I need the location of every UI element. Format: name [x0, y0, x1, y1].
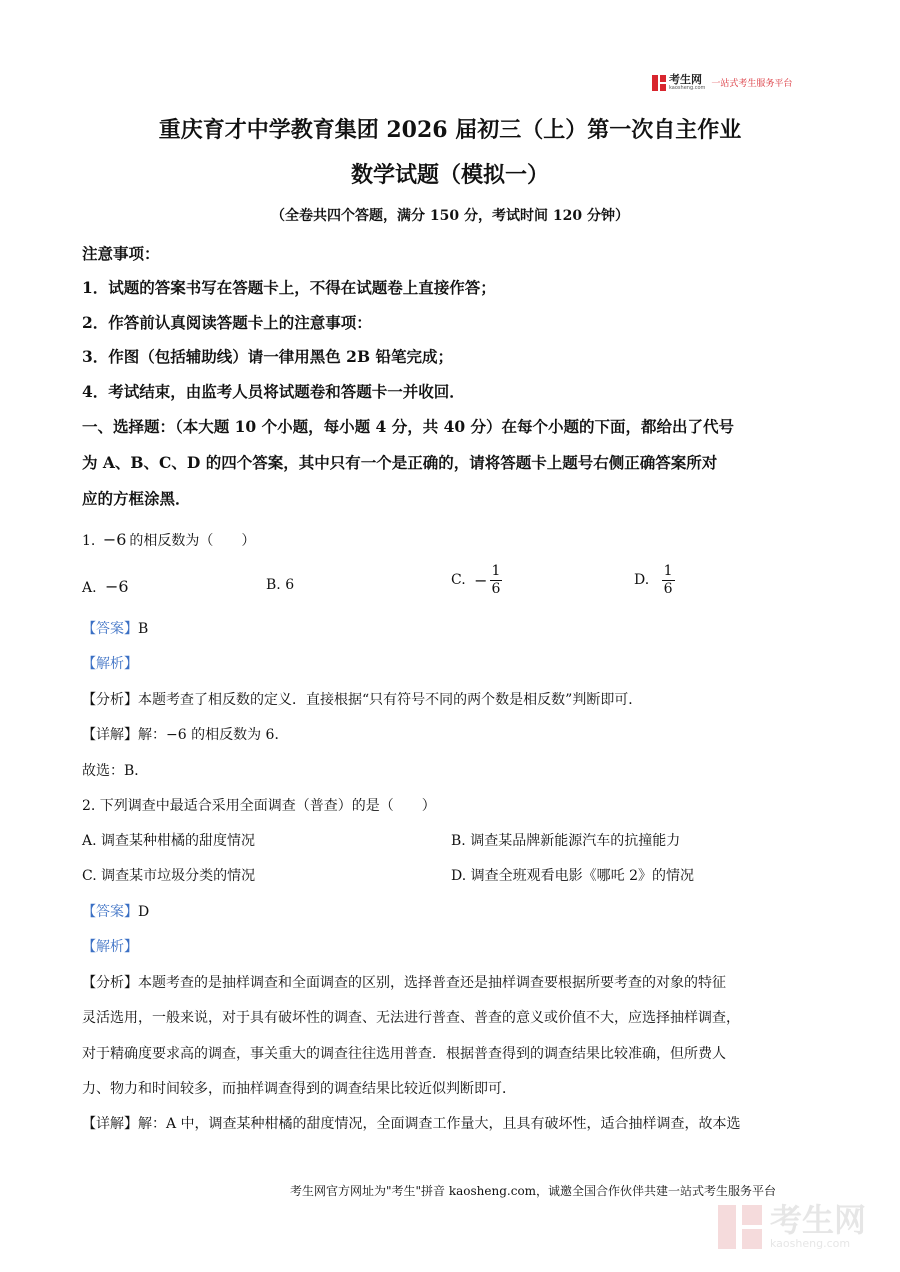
option-d: D. 调查全班观看电影《哪吒 2》的情况 [451, 868, 694, 884]
answer-value: D [138, 904, 150, 920]
watermark [718, 1201, 867, 1250]
fenxi-line: 对于精确度要求高的调查，事关重大的调查往往选用普查．根据普查得到的调查结果比较准确，但所费人 [82, 1046, 726, 1062]
question-number: 1. [82, 533, 96, 549]
answer-tag: 【答案】 [82, 904, 138, 920]
question-text: 的相反数为（ ） [129, 533, 256, 549]
notice-item: 1．试题的答案书写在答题卡上，不得在试题卷上直接作答； [82, 278, 496, 297]
section-instructions: 应的方框涂黑． [82, 489, 191, 508]
logo-slogan: 一站式考生服务平台 [711, 79, 793, 89]
analysis-tag: 【解析】 [82, 656, 138, 672]
notice-item: 4．考试结束，由监考人员将试题卷和答题卡一并收回． [82, 382, 465, 401]
xiangjie-line: 【详解】解：−6 的相反数为 6． [82, 727, 289, 743]
brand-logo [652, 74, 792, 91]
option-c: C. − $\frac{1}{6}$ [451, 563, 501, 597]
fraction: $\frac{1}{6}$ [491, 563, 501, 597]
option-a: A. −6 [82, 577, 129, 596]
fraction: $\frac{1}{6}$ [663, 563, 673, 597]
document-title: 重庆育才中学教育集团 2026 届初三（上）第一次自主作业 [158, 117, 742, 143]
document-subtitle: 数学试题（模拟一） [350, 162, 549, 188]
watermark-name: 考生网 [770, 1201, 867, 1239]
xiangjie-line: 【详解】解：A 中，调查某种柑橘的甜度情况，全面调查工作量大，且具有破坏性，适合抽样调查，故本选 [82, 1116, 741, 1132]
answer-value: B [138, 621, 149, 637]
exam-info: （全卷共四个答题，满分 150 分，考试时间 120 分钟） [271, 208, 629, 224]
option-d: D. $\frac{1}{6}$ [634, 563, 673, 597]
logo-name: 考生网 [669, 73, 702, 86]
kaosheng-logo-icon [652, 75, 666, 91]
choose-line: 故选：B． [82, 763, 149, 779]
section-instructions: 为 A、B、C、D 的四个答案，其中只有一个是正确的，请将答题卡上题号右侧正确答案所对 [82, 453, 718, 472]
notice-heading: 注意事项： [82, 244, 160, 263]
fenxi-line: 力、物力和时间较多，而抽样调查得到的调查结果比较近似判断即可． [82, 1081, 516, 1097]
watermark-domain: kaosheng.com [770, 1237, 851, 1250]
answer-line [82, 618, 148, 638]
option-b: B. 调查某品牌新能源汽车的抗撞能力 [451, 833, 681, 849]
question-expression: −6 [102, 530, 127, 549]
question-2-stem: 2. 下列调查中最适合采用全面调查（普查）的是（ ） [82, 798, 436, 814]
option-b: B. 6 [266, 577, 295, 593]
fenxi-line: 【分析】本题考查了相反数的定义．直接根据“只有符号不同的两个数是相反数”判断即可． [82, 692, 643, 708]
option-c: C. 调查某市垃圾分类的情况 [82, 868, 256, 884]
notice-item: 3．作图（包括辅助线）请一律用黑色 2B 铅笔完成； [82, 347, 453, 366]
kaosheng-watermark-icon [718, 1205, 762, 1249]
analysis-tag: 【解析】 [82, 939, 138, 955]
option-a: A. 调查某种柑橘的甜度情况 [82, 833, 256, 849]
answer-tag: 【答案】 [82, 621, 138, 637]
notice-item: 2．作答前认真阅读答题卡上的注意事项： [82, 313, 372, 332]
answer-line [82, 901, 149, 921]
section-instructions: 一、选择题：（本大题 10 个小题，每小题 4 分，共 40 分）在每个小题的下面，都给出了代号 [82, 417, 735, 436]
question-1-stem [82, 530, 255, 550]
fenxi-line: 【分析】本题考查的是抽样调查和全面调查的区别，选择普查还是抽样调查要根据所要考查的对象的特征 [82, 975, 726, 991]
footer-text: 考生网官方网址为"考生"拼音 kaosheng.com，诚邀全国合作伙伴共建一站式考生服务平台 [290, 1184, 777, 1198]
fenxi-line: 灵活选用，一般来说，对于具有破坏性的调查、无法进行普查、普查的意义或价值不大，应选择抽样调查， [82, 1010, 740, 1026]
logo-domain: kaosheng.com [669, 85, 706, 91]
